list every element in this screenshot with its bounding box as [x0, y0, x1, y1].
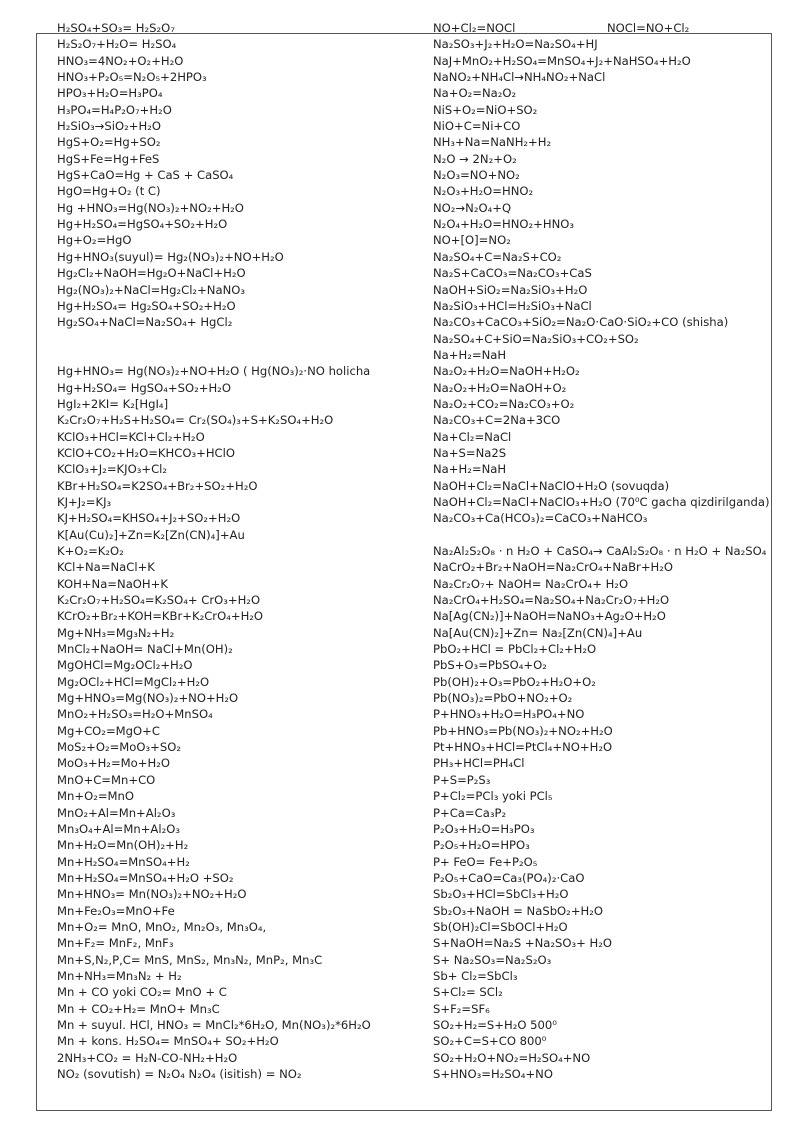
equation-line: Na+Cl₂=NaCl [433, 429, 512, 444]
equation-line: Na₂O₂+H₂O=NaOH+O₂ [433, 380, 567, 395]
equation-line: Mn+H₂SO₄=MnSO₄+H₂ [57, 854, 190, 869]
equation-line: MnO₂+H₂SO₃=H₂O+MnSO₄ [57, 707, 213, 722]
equation-line: Mn₃O₄+Al=Mn+Al₂O₃ [57, 821, 180, 836]
equation-line: N₂O → 2N₂+O₂ [433, 151, 517, 166]
equation-line: H₂S₂O₇+H₂O= H₂SO₄ [57, 37, 177, 52]
equation-line: Hg₂(NO₃)₂+NaCl=Hg₂Cl₂+NaNO₃ [57, 282, 246, 297]
equation-line: NH₃+Na=NaNH₂+H₂ [433, 135, 552, 150]
equation-line: SO₂+H₂=S+H₂O 500⁰ [433, 1017, 557, 1032]
equation-line: N₂O₃=NO+NO₂ [433, 168, 520, 183]
equation-line: Na₂S+CaCO₃=Na₂CO₃+CaS [433, 266, 592, 281]
equation-line: Sb+ Cl₂=SbCl₃ [433, 968, 518, 983]
equation-line: Sb₂O₃+NaOH = NaSbO₂+H₂O [433, 903, 604, 918]
equation-line: MnO+C=Mn+CO [57, 772, 156, 787]
equation-line: Na₂SO₄+C=Na₂S+CO₂ [433, 249, 562, 264]
equation-line: NaOH+Cl₂=NaCl+NaClO+H₂O (sovuqda) [433, 478, 670, 493]
equation-line: KJ+J₂=KJ₃ [57, 494, 112, 509]
equation-line: NaOH+SiO₂=Na₂SiO₃+H₂O [433, 282, 588, 297]
equation-line: S+ Na₂SO₃=Na₂S₂O₃ [433, 952, 552, 967]
equation-line: Mg₂OCl₂+HCl=MgCl₂+H₂O [57, 674, 210, 689]
equation-line: HgO=Hg+O₂ (t C) [57, 184, 161, 199]
equation-line: N₂O₄+H₂O=HNO₂+HNO₃ [433, 217, 575, 232]
equation-line: Hg₂SO₄+NaCl=Na₂SO₄+ HgCl₂ [57, 315, 233, 330]
equation-line: Na+H₂=NaH [433, 462, 507, 477]
equation-line: Mn+H₂SO₄=MnSO₄+H₂O +SO₂ [57, 870, 234, 885]
equation-line: 2NH₃+CO₂ = H₂N-CO-NH₂+H₂O [57, 1050, 238, 1065]
equation-line: Pt+HNO₃+HCl=PtCl₄+NO+H₂O [433, 740, 613, 755]
equation-line: MgOHCl=Mg₂OCl₂+H₂O [57, 658, 193, 673]
equation-line: NO₂→N₂O₄+Q [433, 200, 512, 215]
equation-line: MoO₃+H₂=Mo+H₂O [57, 756, 170, 771]
equation-line: KJ+H₂SO₄=KHSO₄+J₂+SO₂+H₂O [57, 511, 241, 526]
equation-line: Na₂SiO₃+HCl=H₂SiO₃+NaCl [433, 298, 592, 313]
equation-line: HgS+O₂=Hg+SO₂ [57, 135, 161, 150]
equation-line: K+O₂=K₂O₂ [57, 544, 124, 558]
equation-line: H₂SiO₃→SiO₂+H₂O [57, 119, 161, 134]
equation-line: S+NaOH=Na₂S +Na₂SO₃+ H₂O [433, 936, 613, 951]
equation-line: K₂Cr₂O₇+H₂SO₄=K₂SO₄+ CrO₃+H₂O [57, 593, 261, 608]
equation-line: Hg+HNO₃(suyul)= Hg₂(NO₃)₂+NO+H₂O [57, 249, 284, 264]
equation-line: Mn+F₂= MnF₂, MnF₃ [57, 936, 174, 951]
equation-line: Na+S=Na2S [433, 445, 507, 460]
equation-line: NaOH+Cl₂=NaCl+NaClO₃+H₂O (70⁰C gacha qizdirilganda) [433, 494, 770, 509]
equation-line [433, 527, 793, 543]
equation-line: MoS₂+O₂=MoO₃+SO₂ [57, 740, 182, 755]
equation-line: P+ FeO= Fe+P₂O₅ [433, 854, 538, 869]
equation-line: Mn + CO₂+H₂= MnO+ Mn₃C [57, 1001, 220, 1016]
equation-line: SO₂+H₂O+NO₂=H₂SO₄+NO [433, 1050, 591, 1065]
equation-line: HNO₃=4NO₂+O₂+H₂O [57, 53, 184, 68]
equation-line: Pb(OH)₂+O₃=PbO₂+H₂O+O₂ [433, 674, 596, 689]
equation-line: KCrO₂+Br₂+KOH=KBr+K₂CrO₄+H₂O [57, 609, 264, 624]
equation-line: Na+H₂=NaH [433, 347, 507, 362]
equation-line: KCl+Na=NaCl+K [57, 560, 155, 575]
equation-line: Mn + suyul. HCl, HNO₃ = MnCl₂*6H₂O, Mn(NO₃)₂*6H₂O [57, 1017, 371, 1032]
equation-line: K[Au(Cu)₂]+Zn=K₂[Zn(CN)₄]+Au [57, 527, 245, 542]
equation-line: KClO₃+HCl=KCl+Cl₂+H₂O [57, 429, 205, 444]
equation-line: P₂O₅+CaO=Ca₃(PO₄)₂·CaO [433, 870, 585, 885]
equation-line: Na₂CO₃+C=2Na+3CO [433, 413, 561, 428]
equation-line: Mg+HNO₃=Mg(NO₃)₂+NO+H₂O [57, 691, 239, 706]
equation-line: PH₃+HCl=PH₄Cl [433, 756, 525, 771]
equation-line: HgS+CaO=Hg + CaS + CaSO₄ [57, 168, 234, 183]
equation-line: Mn+S,N₂,P,C= MnS, MnS₂, Mn₃N₂, MnP₂, Mn₃C [57, 952, 323, 967]
equation-line: NO₂ (sovutish) = N₂O₄ N₂O₄ (isitish) = NO₂ [57, 1067, 302, 1081]
equation-line: P+HNO₃+H₂O=H₃PO₄+NO [433, 707, 585, 722]
left-equation-column [57, 20, 437, 1082]
equation-line: KClO₃+J₂=KJO₃+Cl₂ [57, 462, 168, 477]
equation-line: SO₂+C=S+CO 800⁰ [433, 1034, 547, 1049]
right-equation-column [433, 20, 793, 1082]
equation-line: Mn+H₂O=Mn(OH)₂+H₂ [57, 838, 189, 853]
equation-line: Hg+H₂SO₄=HgSO₄+SO₂+H₂O [57, 217, 228, 232]
equation-line: PbO₂+HCl = PbCl₂+Cl₂+H₂O [433, 642, 597, 657]
equation-line: NiS+O₂=NiO+SO₂ [433, 102, 538, 117]
equation-line: P₂O₃+H₂O=H₃PO₃ [433, 821, 535, 836]
equation-line: Na₂Cr₂O₇+ NaOH= Na₂CrO₄+ H₂O [433, 576, 629, 591]
equation-line [57, 331, 437, 347]
equation-line: Hg +HNO₃=Hg(NO₃)₂+NO₂+H₂O [57, 200, 244, 215]
equation-line: Na₂SO₄+C+SiO=Na₂SiO₃+CO₂+SO₂ [433, 331, 639, 346]
equation-line: NaNO₂+NH₄Cl→NH₄NO₂+NaCl [433, 70, 606, 85]
equation-line: Na₂Al₂S₂O₈ · n H₂O + CaSO₄→ CaAl₂S₂O₈ · n H₂O + Na₂SO₄ [433, 544, 767, 558]
equation-line: Na[Ag(CN₂)]+NaOH=NaNO₃+Ag₂O+H₂O [433, 609, 666, 624]
equation-line: NO+Cl₂=NOCl [433, 21, 516, 35]
equation-line: Hg+H₂SO₄= Hg₂SO₄+SO₂+H₂O [57, 298, 236, 313]
equation-line: Mn+Fe₂O₃=MnO+Fe [57, 903, 175, 918]
equation-line: Na₂CO₃+CaCO₃+SiO₂=Na₂O·CaO·SiO₂+CO (shisha) [433, 315, 729, 330]
equation-line: Mn+HNO₃= Mn(NO₃)₂+NO₂+H₂O [57, 887, 247, 902]
equation-line: Na₂O₂+CO₂=Na₂CO₃+O₂ [433, 396, 575, 411]
equation-line: Na₂SO₃+J₂+H₂O=Na₂SO₄+HJ [433, 37, 598, 52]
equation-line: KBr+H₂SO₄=K2SO₄+Br₂+SO₂+H₂O [57, 478, 258, 493]
equation-line: MnCl₂+NaOH= NaCl+Mn(OH)₂ [57, 642, 233, 657]
equation-line: Mn + CO yoki CO₂= MnO + C [57, 985, 227, 1000]
equation-line: N₂O₃+H₂O=HNO₂ [433, 184, 534, 199]
equation-line: HgI₂+2KI= K₂[HgI₄] [57, 396, 169, 411]
equation-line: NaJ+MnO₂+H₂SO₄=MnSO₄+J₂+NaHSO₄+H₂O [433, 53, 691, 68]
equation-line: Na₂CrO₄+H₂SO₄=Na₂SO₄+Na₂Cr₂O₇+H₂O [433, 593, 670, 608]
equation-line: Pb+HNO₃=Pb(NO₃)₂+NO₂+H₂O [433, 723, 613, 738]
equation-line: K₂Cr₂O₇+H₂S+H₂SO₄= Cr₂(SO₄)₃+S+K₂SO₄+H₂O [57, 413, 334, 428]
equation-line: Sb₂O₃+HCl=SbCl₃+H₂O [433, 887, 569, 902]
equation-line: KOH+Na=NaOH+K [57, 576, 168, 591]
equation-line: Na₂CO₃+Ca(HCO₃)₂=CaCO₃+NaHCO₃ [433, 511, 648, 526]
equation-line: NaCrO₂+Br₂+NaOH=Na₂CrO₄+NaBr+H₂O [433, 560, 674, 575]
equation-line: P+S=P₂S₃ [433, 772, 491, 787]
equation-line: Na[Au(CN)₂]+Zn= Na₂[Zn(CN)₄]+Au [433, 625, 643, 640]
equation-line: Hg+HNO₃= Hg(NO₃)₂+NO+H₂O ( Hg(NO₃)₂·NO holicha [57, 364, 371, 379]
equation-line: P+Cl₂=PCl₃ yoki PCl₅ [433, 789, 553, 804]
equation-line: Hg+H₂SO₄= HgSO₄+SO₂+H₂O [57, 380, 231, 395]
equation-line: HgS+Fe=Hg+FeS [57, 151, 160, 166]
equation-line [57, 347, 437, 363]
equation-line: NiO+C=Ni+CO [433, 119, 521, 134]
equation-line: HNO₃+P₂O₅=N₂O₅+2HPO₃ [57, 70, 207, 85]
equation-line: NO+[O]=NO₂ [433, 233, 511, 248]
equation-line: KClO+CO₂+H₂O=KHCO₃+HClO [57, 445, 235, 460]
equation-line: Mg+CO₂=MgO+C [57, 723, 160, 738]
equation-line: Mn + kons. H₂SO₄= MnSO₄+ SO₂+H₂O [57, 1034, 279, 1049]
equation-line: H₃PO₄=H₄P₂O₇+H₂O [57, 102, 172, 117]
equation-line: S+F₂=SF₆ [433, 1001, 490, 1016]
equation-line: Na+O₂=Na₂O₂ [433, 86, 517, 101]
equation-line: Pb(NO₃)₂=PbO+NO₂+O₂ [433, 691, 573, 706]
equation-line: Hg₂Cl₂+NaOH=Hg₂O+NaCl+H₂O [57, 266, 246, 281]
equation-line: H₂SO₄+SO₃= H₂S₂O₇ [57, 21, 175, 35]
equation-line: Mg+NH₃=Mg₃N₂+H₂ [57, 625, 175, 640]
equation-line: S+Cl₂= SCl₂ [433, 985, 503, 1000]
equation-line: Mn+NH₃=Mn₃N₂ + H₂ [57, 968, 182, 983]
equation-line: HPO₃+H₂O=H₃PO₄ [57, 86, 163, 101]
equation-line: MnO₂+Al=Mn+Al₂O₃ [57, 805, 176, 820]
equation-line: Mn+O₂= MnO, MnO₂, Mn₂O₃, Mn₃O₄, [57, 919, 267, 934]
equation-line: P+Ca=Ca₃P₂ [433, 805, 507, 820]
equation-line: S+HNO₃=H₂SO₄+NO [433, 1067, 553, 1081]
top-right-equation: NOCl=NO+Cl₂ [607, 21, 690, 35]
equation-line: Hg+O₂=HgO [57, 233, 132, 248]
equation-line: P₂O₅+H₂O=HPO₃ [433, 838, 530, 853]
equation-line: Na₂O₂+H₂O=NaOH+H₂O₂ [433, 364, 580, 379]
equation-line: Mn+O₂=MnO [57, 789, 135, 804]
equation-line: PbS+O₃=PbSO₄+O₂ [433, 658, 547, 673]
equation-line: Sb(OH)₂Cl=SbOCl+H₂O [433, 919, 568, 934]
